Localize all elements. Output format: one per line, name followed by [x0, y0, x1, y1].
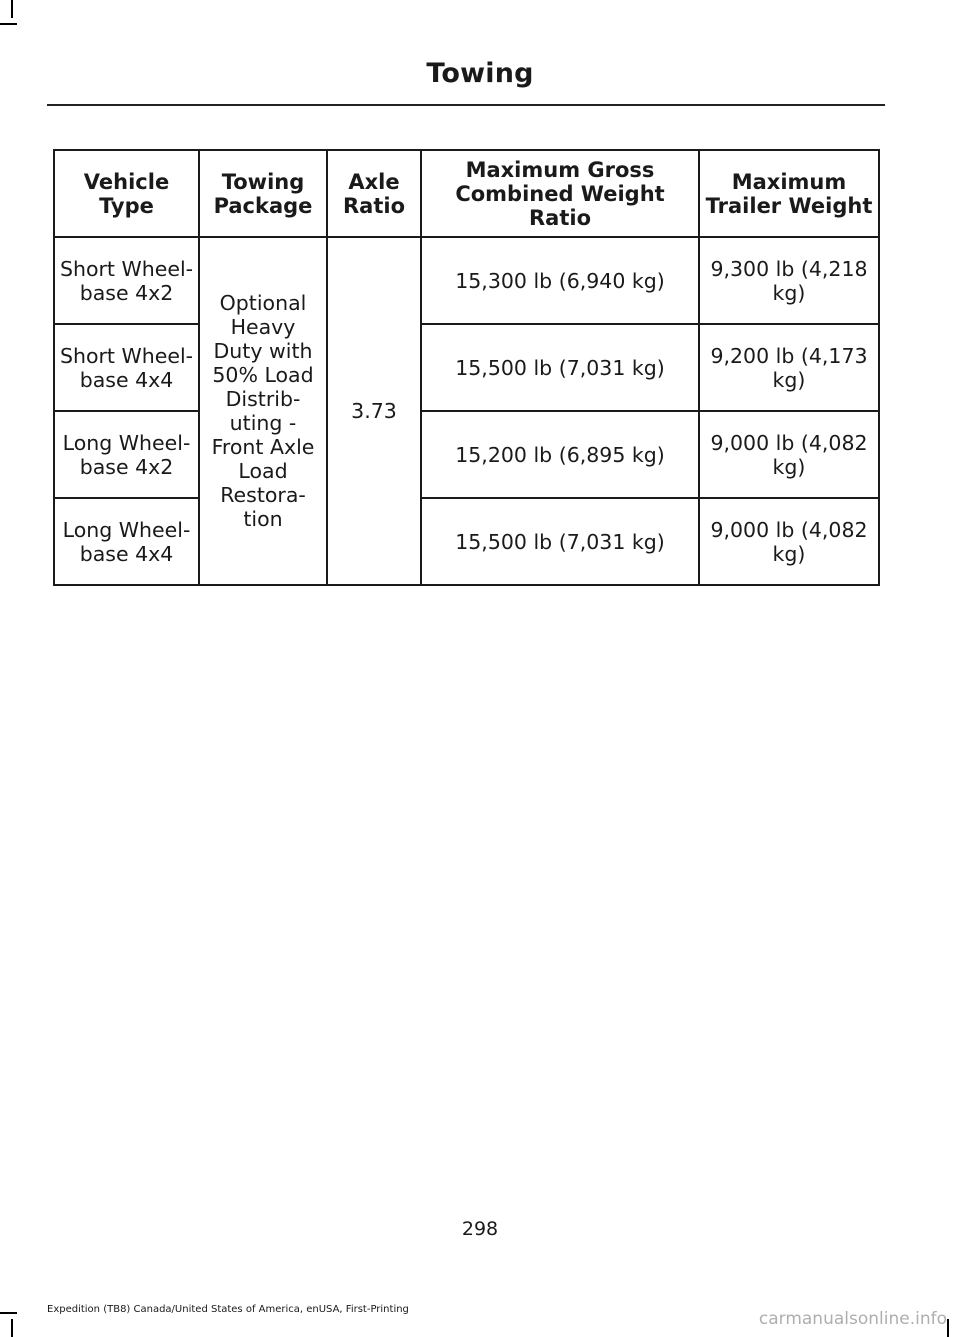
- towing-spec-table: [53, 149, 880, 586]
- max-trailer-cell: 9,000 lb (4,082 kg): [699, 498, 879, 585]
- header-towing-package: Towing Package: [199, 150, 327, 237]
- vehicle-type-cell: Long Wheel- base 4x2: [54, 411, 199, 498]
- page-number: 298: [461, 1218, 499, 1240]
- page-title: Towing: [426, 58, 534, 89]
- crop-mark: [11, 1319, 13, 1337]
- header-max-trailer-weight: Maximum Trailer Weight: [699, 150, 879, 237]
- max-trailer-cell: 9,200 lb (4,173 kg): [699, 324, 879, 411]
- crop-mark: [11, 0, 13, 18]
- table-row: [54, 498, 879, 585]
- gcwr-cell: 15,200 lb (6,895 kg): [421, 411, 699, 498]
- watermark: carmanualsonline.info: [758, 1309, 947, 1329]
- header-axle-ratio: Axle Ratio: [327, 150, 421, 237]
- max-trailer-cell: 9,000 lb (4,082 kg): [699, 411, 879, 498]
- table-row: [54, 411, 879, 498]
- gcwr-cell: 15,300 lb (6,940 kg): [421, 237, 699, 324]
- vehicle-type-cell: Short Wheel- base 4x4: [54, 324, 199, 411]
- crop-mark: [947, 1319, 949, 1337]
- crop-mark: [0, 1312, 17, 1314]
- table-row: [54, 237, 879, 324]
- table-header-row: [54, 150, 879, 237]
- max-trailer-cell: 9,300 lb (4,218 kg): [699, 237, 879, 324]
- axle-ratio-cell: 3.73: [327, 237, 421, 585]
- table-row: [54, 324, 879, 411]
- towing-package-cell: Optional Heavy Duty with 50% Load Distrib- uting - Front Axle Load Restora- tion: [199, 237, 327, 585]
- header-vehicle-type: Vehicle Type: [54, 150, 199, 237]
- vehicle-type-cell: Short Wheel- base 4x2: [54, 237, 199, 324]
- vehicle-type-cell: Long Wheel- base 4x4: [54, 498, 199, 585]
- gcwr-cell: 15,500 lb (7,031 kg): [421, 324, 699, 411]
- title-rule: [47, 104, 885, 106]
- gcwr-cell: 15,500 lb (7,031 kg): [421, 498, 699, 585]
- footer-text: Expedition (TB8) Canada/United States of America, enUSA, First-Printing: [47, 1304, 409, 1315]
- header-gcwr: Maximum Gross Combined Weight Ratio: [421, 150, 699, 237]
- crop-mark: [0, 23, 17, 25]
